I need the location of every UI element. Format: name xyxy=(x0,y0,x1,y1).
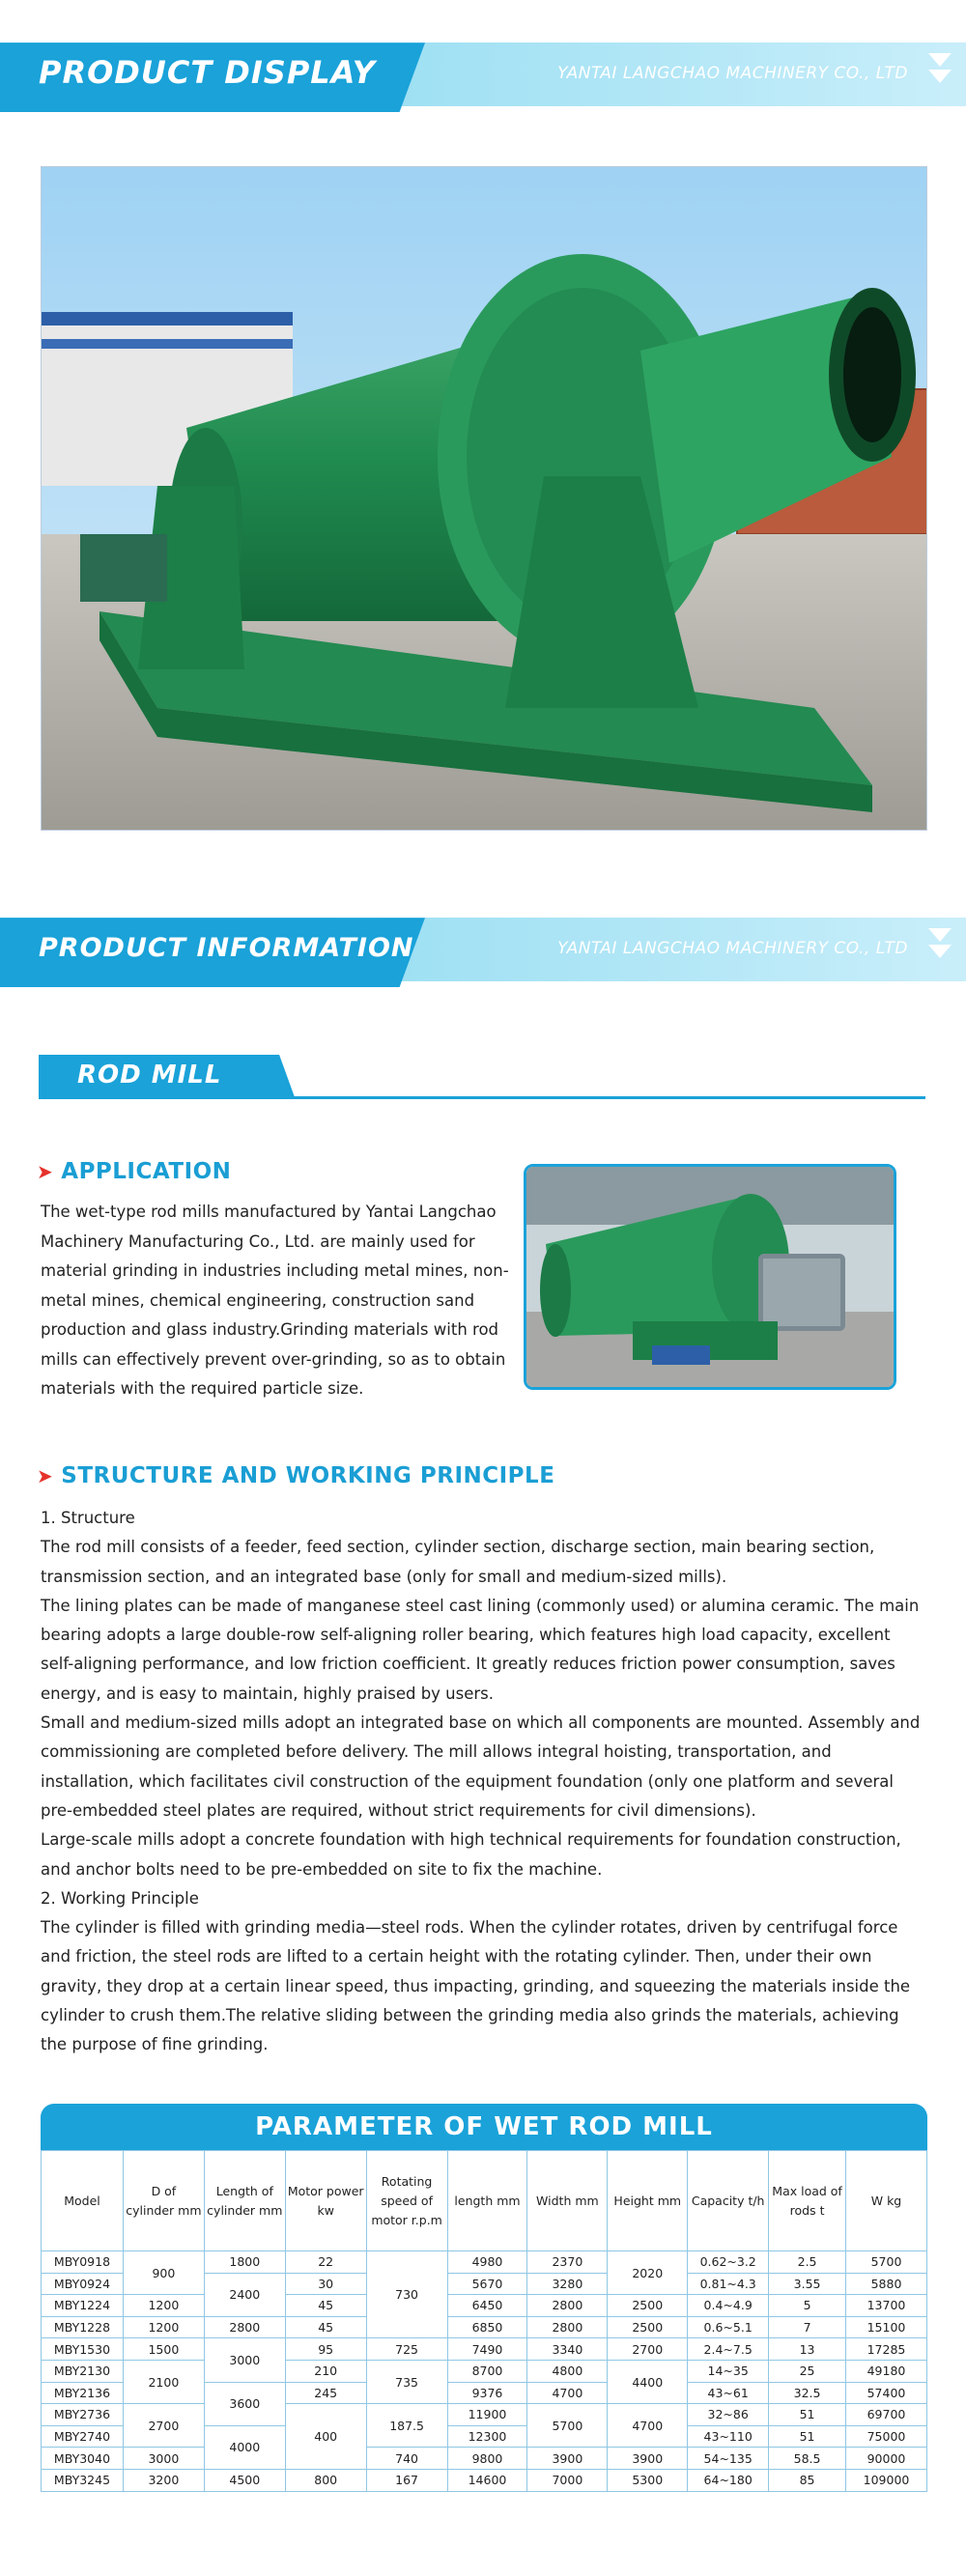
cell-weight: 75000 xyxy=(846,2425,927,2448)
cell-model: MBY2736 xyxy=(42,2404,124,2426)
cell-capacity: 64~180 xyxy=(688,2469,769,2491)
cell-model: MBY0924 xyxy=(42,2273,124,2295)
cell-h: 2500 xyxy=(608,2295,688,2317)
cell-speed: 167 xyxy=(366,2469,447,2491)
cell-diameter: 900 xyxy=(123,2251,204,2295)
column-header: Height mm xyxy=(608,2151,688,2251)
cell-speed: 740 xyxy=(366,2448,447,2470)
cell-model: MBY2130 xyxy=(42,2360,124,2382)
cell-h: 3900 xyxy=(608,2448,688,2470)
column-header: length mm xyxy=(447,2151,527,2251)
column-header: Width mm xyxy=(527,2151,608,2251)
banner-company: YANTAI LANGCHAO MACHINERY CO., LTD xyxy=(557,939,908,958)
cell-l: 14600 xyxy=(447,2469,527,2491)
cell-power: 400 xyxy=(285,2404,366,2470)
cell-load: 32.5 xyxy=(769,2382,846,2404)
cell-load: 51 xyxy=(769,2404,846,2426)
chevron-right-icon: ➤ xyxy=(37,1464,54,1487)
cell-l: 6850 xyxy=(447,2316,527,2338)
cell-power: 95 xyxy=(285,2338,366,2361)
cell-weight: 5880 xyxy=(846,2273,927,2295)
cell-capacity: 43~110 xyxy=(688,2425,769,2448)
cell-l: 9800 xyxy=(447,2448,527,2470)
cell-power: 800 xyxy=(285,2469,366,2491)
cell-w: 3280 xyxy=(527,2273,608,2295)
cell-length: 3600 xyxy=(204,2382,285,2425)
cell-capacity: 2.4~7.5 xyxy=(688,2338,769,2361)
structure-paragraph: The rod mill consists of a feeder, feed section, cylinder section, discharge section, main bearing section, transmission section, and an integrated base (only for small and medium-sized mills). xyxy=(41,1538,875,1586)
structure-paragraph: Large-scale mills adopt a concrete foundation with high technical requirements for foundation construction, and anchor bolts need to be pre-embedded on site to fix the machine. xyxy=(41,1830,901,1879)
cell-load: 2.5 xyxy=(769,2251,846,2274)
cell-speed: 187.5 xyxy=(366,2404,447,2448)
cell-length: 2800 xyxy=(204,2316,285,2338)
column-header: Motor power kw xyxy=(285,2151,366,2251)
cell-length: 1800 xyxy=(204,2251,285,2274)
structure-heading: ➤ STRUCTURE AND WORKING PRINCIPLE xyxy=(37,1463,555,1488)
cell-power: 245 xyxy=(285,2382,366,2404)
cell-capacity: 0.4~4.9 xyxy=(688,2295,769,2317)
cell-weight: 15100 xyxy=(846,2316,927,2338)
cell-l: 12300 xyxy=(447,2425,527,2448)
product-display-banner xyxy=(0,37,966,112)
cell-l: 7490 xyxy=(447,2338,527,2361)
cell-diameter: 1200 xyxy=(123,2316,204,2338)
table-row xyxy=(42,2448,927,2470)
cell-w: 4800 xyxy=(527,2360,608,2382)
cell-weight: 13700 xyxy=(846,2295,927,2317)
table-row xyxy=(42,2469,927,2491)
cell-h: 4700 xyxy=(608,2404,688,2448)
cell-weight: 69700 xyxy=(846,2404,927,2426)
cell-power: 210 xyxy=(285,2360,366,2382)
cell-w: 5700 xyxy=(527,2404,608,2448)
cell-diameter: 1500 xyxy=(123,2338,204,2361)
cell-w: 4700 xyxy=(527,2382,608,2404)
cell-power: 45 xyxy=(285,2316,366,2338)
cell-capacity: 54~135 xyxy=(688,2448,769,2470)
cell-weight: 57400 xyxy=(846,2382,927,2404)
cell-capacity: 14~35 xyxy=(688,2360,769,2382)
table-row xyxy=(42,2251,927,2274)
cell-capacity: 0.6~5.1 xyxy=(688,2316,769,2338)
cell-diameter: 2100 xyxy=(123,2360,204,2403)
structure-paragraph: The cylinder is filled with grinding media—steel rods. When the cylinder rotates, driven by centrifugal force and friction, the steel rods are lifted to a certain height with the rotating cylinder. Then, under their own gravity, they drop at a certain linear speed, thus impacting, grinding, and squeezing the materials inside the cylinder to crush them.The relative sliding between the grinding media also grinds the materials, achieving the purpose of fine grinding. xyxy=(41,1918,911,2054)
cell-model: MBY2740 xyxy=(42,2425,124,2448)
chevron-down-icon xyxy=(925,50,954,99)
cell-w: 2800 xyxy=(527,2316,608,2338)
cell-capacity: 43~61 xyxy=(688,2382,769,2404)
chevron-down-icon xyxy=(925,925,954,974)
cell-diameter: 3000 xyxy=(123,2448,204,2470)
cell-weight: 5700 xyxy=(846,2251,927,2274)
column-header: Max load of rods t xyxy=(769,2151,846,2251)
cell-weight: 109000 xyxy=(846,2469,927,2491)
cell-l: 8700 xyxy=(447,2360,527,2382)
cell-model: MBY1228 xyxy=(42,2316,124,2338)
cell-capacity: 0.81~4.3 xyxy=(688,2273,769,2295)
cell-w: 3340 xyxy=(527,2338,608,2361)
cell-l: 4980 xyxy=(447,2251,527,2274)
cell-load: 13 xyxy=(769,2338,846,2361)
column-header: D of cylinder mm xyxy=(123,2151,204,2251)
cell-length: 2400 xyxy=(204,2273,285,2316)
cell-capacity: 0.62~3.2 xyxy=(688,2251,769,2274)
cell-h: 2700 xyxy=(608,2338,688,2361)
cell-weight: 49180 xyxy=(846,2360,927,2382)
cell-w: 3900 xyxy=(527,2448,608,2470)
table-title: PARAMETER OF WET ROD MILL xyxy=(41,2104,927,2150)
cell-model: MBY1530 xyxy=(42,2338,124,2361)
cell-speed: 735 xyxy=(366,2360,447,2403)
cell-model: MBY2136 xyxy=(42,2382,124,2404)
cell-capacity: 32~86 xyxy=(688,2404,769,2426)
cell-diameter: 3200 xyxy=(123,2469,204,2491)
structure-paragraph: 2. Working Principle xyxy=(41,1888,199,1908)
cell-w: 7000 xyxy=(527,2469,608,2491)
cell-length: 3000 xyxy=(204,2338,285,2382)
cell-model: MBY3245 xyxy=(42,2469,124,2491)
cell-diameter: 1200 xyxy=(123,2295,204,2317)
table-row xyxy=(42,2360,927,2382)
cell-load: 3.55 xyxy=(769,2273,846,2295)
cell-l: 9376 xyxy=(447,2382,527,2404)
cell-load: 5 xyxy=(769,2295,846,2317)
cell-w: 2800 xyxy=(527,2295,608,2317)
parameter-table xyxy=(41,2150,927,2492)
cell-h: 5300 xyxy=(608,2469,688,2491)
table-row xyxy=(42,2316,927,2338)
cell-h: 2020 xyxy=(608,2251,688,2295)
column-header: Model xyxy=(42,2151,124,2251)
cell-length: 4000 xyxy=(204,2425,285,2469)
cell-weight: 17285 xyxy=(846,2338,927,2361)
cell-load: 7 xyxy=(769,2316,846,2338)
product-information-banner xyxy=(0,912,966,987)
product-name: ROD MILL xyxy=(77,1061,222,1090)
chevron-right-icon: ➤ xyxy=(37,1160,54,1183)
cell-l: 5670 xyxy=(447,2273,527,2295)
cell-load: 58.5 xyxy=(769,2448,846,2470)
cell-model: MBY1224 xyxy=(42,2295,124,2317)
divider xyxy=(39,1096,925,1099)
structure-text xyxy=(41,1504,927,2060)
column-header: Capacity t/h xyxy=(688,2151,769,2251)
rod-mill-photo xyxy=(41,166,927,831)
cell-load: 51 xyxy=(769,2425,846,2448)
cell-h: 4400 xyxy=(608,2360,688,2403)
cell-weight: 90000 xyxy=(846,2448,927,2470)
cell-speed: 725 xyxy=(366,2338,447,2361)
cell-l: 11900 xyxy=(447,2404,527,2426)
application-text: The wet-type rod mills manufactured by Yantai Langchao Machinery Manufacturing Co., Ltd. are mainly used for material grinding in industries including metal mines, non-metal mines, chemical engineering, construction sand production and glass industry.Grinding materials with rod mills can effectively prevent over-grinding, so as to obtain materials with the required particle size. xyxy=(41,1203,509,1398)
column-header: Length of cylinder mm xyxy=(204,2151,285,2251)
column-header: Rotating speed of motor r.p.m xyxy=(366,2151,447,2251)
cell-model: MBY3040 xyxy=(42,2448,124,2470)
cell-model: MBY0918 xyxy=(42,2251,124,2274)
table-row xyxy=(42,2338,927,2361)
cell-length: 4500 xyxy=(204,2469,285,2491)
cell-l: 6450 xyxy=(447,2295,527,2317)
cell-diameter: 2700 xyxy=(123,2404,204,2448)
cell-load: 85 xyxy=(769,2469,846,2491)
cell-speed: 730 xyxy=(366,2251,447,2338)
banner-title: PRODUCT DISPLAY xyxy=(39,54,376,91)
structure-paragraph: Small and medium-sized mills adopt an integrated base on which all components are mounted. Assembly and commissioning are completed before delivery. The mill allows integral hoisting, transportation, and installation, which facilitates civil construction of the equipment foundation (only one platform and several pre-embedded steel plates are required, without strict requirements for civil dimensions). xyxy=(41,1713,921,1820)
table-row xyxy=(42,2404,927,2426)
structure-paragraph: The lining plates can be made of manganese steel cast lining (commonly used) or alumina ceramic. The main bearing adopts a large double-row self-aligning roller bearing, which features high load capacity, excellent self-aligning performance, and low friction coefficient. It greatly reduces friction power consumption, saves energy, and is easy to maintain, highly praised by users. xyxy=(41,1596,920,1703)
table-row xyxy=(42,2295,927,2317)
banner-company: YANTAI LANGCHAO MACHINERY CO., LTD xyxy=(557,64,908,83)
application-photo xyxy=(524,1164,896,1390)
cell-load: 25 xyxy=(769,2360,846,2382)
column-header: W kg xyxy=(846,2151,927,2251)
banner-title: PRODUCT INFORMATION xyxy=(39,933,414,963)
cell-power: 30 xyxy=(285,2273,366,2295)
cell-w: 2370 xyxy=(527,2251,608,2274)
cell-h: 2500 xyxy=(608,2316,688,2338)
cell-power: 45 xyxy=(285,2295,366,2317)
table-header-row xyxy=(42,2151,927,2251)
structure-paragraph: 1. Structure xyxy=(41,1509,135,1527)
application-heading: ➤ APPLICATION xyxy=(37,1159,232,1184)
cell-power: 22 xyxy=(285,2251,366,2274)
